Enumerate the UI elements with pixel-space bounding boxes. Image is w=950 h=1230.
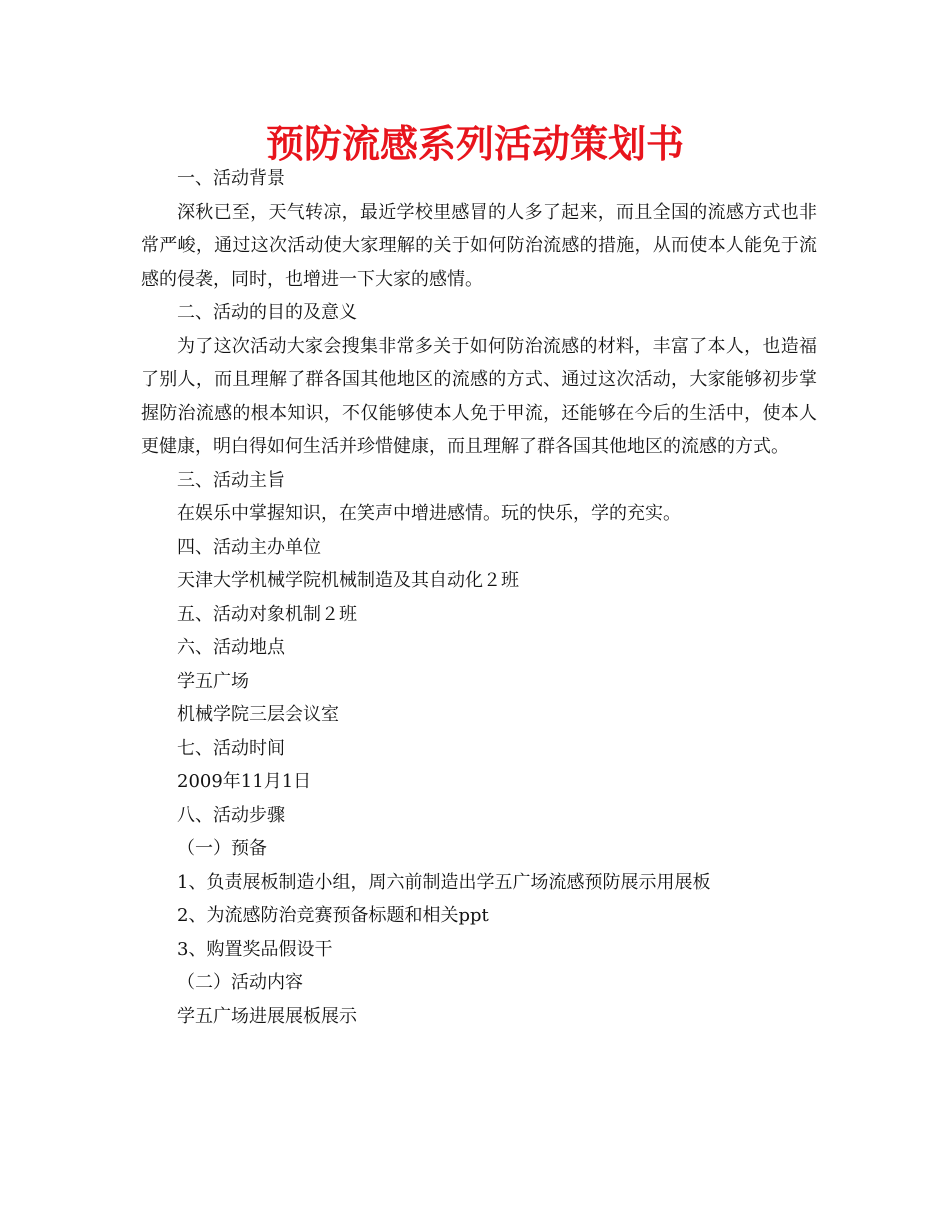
section-heading-theme: 三、活动主旨 [177,469,285,491]
list-item-1: 1、负责展板制造小组，周六前制造出学五广场流感预防展示用展板 [177,871,711,893]
section-heading-background: 一、活动背景 [177,168,285,189]
section-heading-location: 六、活动地点 [177,637,285,658]
section-heading-purpose: 二、活动的目的及意义 [177,302,357,323]
text-organizer: 天津大学机械学院机械制造及其自动化２班 [177,570,519,591]
section-heading-steps: 八、活动步骤 [177,804,285,826]
section-heading-time: 七、活动时间 [177,737,285,759]
section-heading-target: 五、活动对象机制２班 [177,603,357,625]
list-item-2: 2、为流感防治竞赛预备标题和相关ppt [177,905,489,926]
text-theme: 在娱乐中掌握知识，在笑声中增进感情。玩的快乐，学的充实。 [177,503,681,524]
list-item-3: 3、购置奖品假设干 [177,938,333,960]
subheading-content: （二）活动内容 [177,972,303,993]
text-time: 2009年11月1日 [177,771,312,792]
paragraph-purpose: 为了这次活动大家会搜集非常多关于如何防治流感的材料，丰富了本人，也造福了别人，而且理解了群各国其他地区的流感的方式、通过这次活动，大家能够初步掌握防治流感的根本知识，不仅能够使本人免于甲流，还能够在今后的生活中，使本人更健康，明白得如何生活并珍惜健康，而且理解了群各国其他地区的流感的方式。 [141,335,817,457]
document-body [141,162,817,1033]
text-location-2: 机械学院三层会议室 [177,704,339,725]
subheading-preparation: （一）预备 [177,838,267,859]
paragraph-background: 深秋已至，天气转凉，最近学校里感冒的人多了起来，而且全国的流感方式也非常严峻，通过这次活动使大家理解的关于如何防治流感的措施，从而使本人能免于流感的侵袭，同时，也增进一下大家的感情。 [141,201,817,290]
section-heading-organizer: 四、活动主办单位 [177,536,321,558]
text-content: 学五广场进展展板展示 [177,1005,357,1027]
document-title: 预防流感系列活动策划书 [265,122,684,166]
text-location-1: 学五广场 [177,670,249,692]
